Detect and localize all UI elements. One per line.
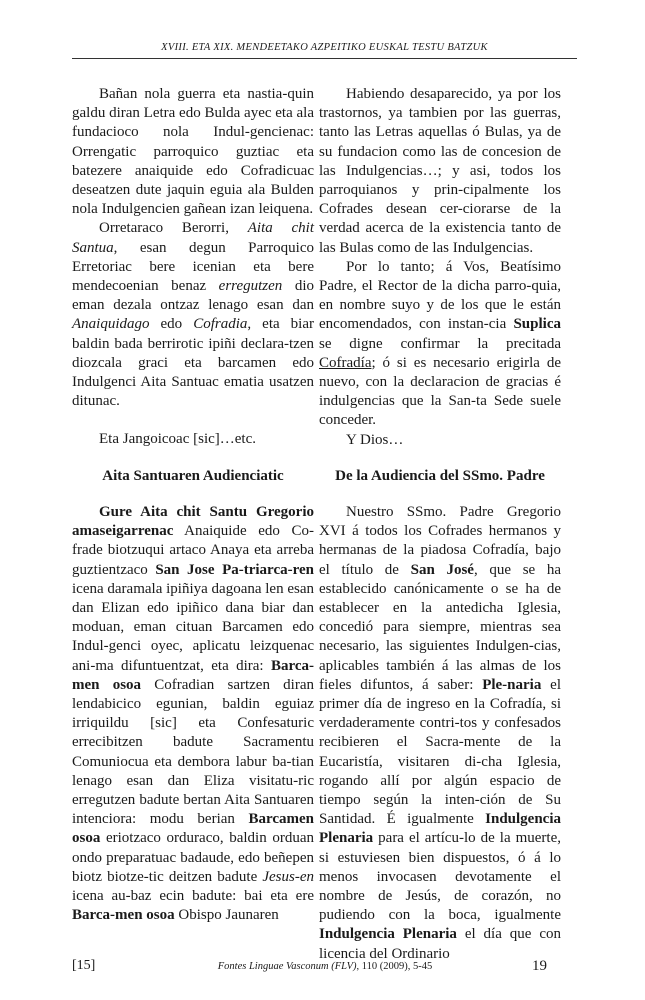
basque-indulgence-text: Gure Aita chit Santu Gregorio amaseigarrenac Anaiquide edo Co-frade biotzuqui artaco Anaya eta arreba guztientzaco San Jose Pa-triarca-ren icena daramala ipiñiya dagoana len esan dan Elizan edo ipiñico dana biar dan moduan, eman cituan Barcamen edo Indul-genci oyec, aplicatu leizquenac ani-ma difuntuentzat, eta dira: Barca-men osoa Cofradian sartzen diran lendabicico egunian, baldin eguiaz irriquildu [sic] eta Confesaturic errecibitzen badute Sacramentu Comuniocua eta dembora labur ba-tian lenago esan dan Eliza visitatu-ric erregutzen badute bertan Aita Santuaren intenciora: modu berian Barcamen osoa eriotzaco orduraco, baldin orduan ondo preparatuac badaude, edo beñepen biotz biotze-tic deitzen badute Jesus-en icena au-baz ecin badute: bai eta ere Barca-men osoa Obispo Jaunaren bbox=[72, 504, 314, 924]
spanish-paragraph: Por lo tanto; á Vos, Beatísimo Padre, el Rector de la dicha parro-quia, en nombre suyo y de los que le están encomendados, con instan-cia Suplica se digne confirmar la precitada Cofradía; ó si es necesario erigirla de nuevo, con la declaracion de gracias é indulgencias que la San-ta Sede suele conceder. bbox=[319, 258, 561, 429]
footer-page-ref: [15] bbox=[72, 958, 96, 973]
spanish-paragraph: Habiendo desaparecido, ya por los trastornos, ya tambien por las guerras, tanto las Letras aquellas ó Bulas, ya de su fundacion como las de concesion de las Indulgencias…; y asi, todos los parroquianos y prin-cipalmente los Cofrades desean cer-ciorarse de la verdad acerca de la existencia tanto de las Bulas como de las Indulgencias. bbox=[319, 86, 561, 256]
right-column-bottom bbox=[319, 503, 561, 964]
header-rule bbox=[72, 58, 577, 59]
running-header: XVIII. ETA XIX. MENDEETAKO AZPEITIKO EUSKAL TESTU BATZUK bbox=[161, 42, 488, 53]
right-section-heading: De la Audiencia del SSmo. Padre bbox=[335, 468, 545, 484]
basque-paragraph: Bañan nola guerra eta nastia-quin galdu diran Letra edo Bulda ayec eta ala fundacioco nola Indul-gencienac: Orrengatic parroquico guztiac eta batezere anaiquide edo Cofradicuac deseatzen dute jaquin eguia ala Bulden nola Indulgencien gañean izan leiquena. bbox=[72, 86, 314, 218]
left-column-bottom bbox=[72, 503, 314, 925]
left-column-top bbox=[72, 85, 314, 450]
spanish-indulgence-text: Nuestro SSmo. Padre Gregorio XVI á todos los Cofrades hermanos y hermanas de la piadosa Cofradía, bajo el título de San José, que se ha establecido canónicamente o se ha de establecer en la antedicha Iglesia, concedió para siempre, mientras sea necesario, las siguientes Indulgen-cias, aplicables también á las almas de los fieles difuntos, á saber: Ple-naria el primer día de ingreso en la Cofradía, si verdaderamente contri-tos y confesados recibieren el Sacra-mente de la Eucaristía, visitaren di-cha Iglesia, rogando allí por algún espacio de tiempo según la inten-ción de Su Santidad. É igualmente Indulgencia Plenaria para el artícu-lo de la muerte, si estuviesen bien dispuestos, ó á lo menos invocasen devotamente el nombre de Jesús, de corazón, no pudiendo con la boca, igualmente Indulgencia Plenaria el día que con licencia del Ordinario bbox=[319, 504, 562, 962]
right-column-top bbox=[319, 85, 561, 450]
page-number: 19 bbox=[532, 958, 547, 974]
spanish-closing: Y Dios… bbox=[346, 431, 404, 448]
basque-paragraph: Orretaraco Berorri, Aita chit Santua, esan degun Parroquico Erretoriac bere icenian eta bere mendecoenian benaz erregutzen dio eman dezala ontzaz lenago esan dan Anaiquidago edo Cofradia, eta biar baldin bada berrirotic ipiñi declara-tzen diozcala graci eta barcamen edo Indulgenci Aita Santuac ematia usatzen ditunac. bbox=[72, 220, 314, 410]
left-section-heading: Aita Santuaren Audienciatic bbox=[102, 468, 284, 484]
footer-citation: Fontes Linguae Vasconum (FLV), 110 (2009), 5-45 bbox=[217, 961, 433, 972]
basque-closing: Eta Jangoicoac [sic]…etc. bbox=[99, 431, 257, 448]
